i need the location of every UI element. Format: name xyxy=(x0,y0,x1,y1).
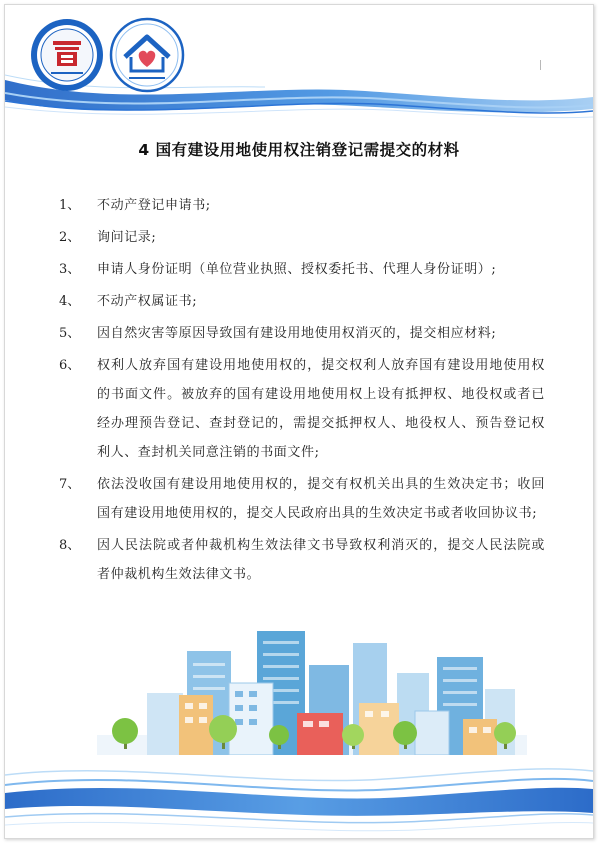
item-number: 4、 xyxy=(59,294,81,309)
item-number: 3、 xyxy=(59,262,81,277)
header-mark xyxy=(540,60,541,70)
materials-list xyxy=(5,191,593,592)
list-item xyxy=(5,351,593,467)
list-item xyxy=(5,191,593,220)
item-text: 不动产登记申请书; xyxy=(97,198,211,213)
list-item xyxy=(5,255,593,284)
list-item xyxy=(5,223,593,252)
page-title: 4 国有建设用地使用权注销登记需提交的材料 xyxy=(138,141,460,159)
item-text: 不动产权属证书; xyxy=(97,294,198,309)
item-number: 7、 xyxy=(59,477,81,492)
item-text: 因人民法院或者仲裁机构生效法律文书导致权利消灭的，提交人民法院或者仲裁机构生效法律文书。 xyxy=(97,538,545,582)
item-number: 1、 xyxy=(59,198,81,213)
item-text: 因自然灾害等原因导致国有建设用地使用权消灭的，提交相应材料; xyxy=(97,326,497,341)
item-text: 询问记录; xyxy=(97,230,157,245)
item-text: 依法没收国有建设用地使用权的，提交有权机关出具的生效决定书；收回国有建设用地使用权的，提交人民政府出具的生效决定书或者收回协议书; xyxy=(97,477,545,521)
jin-logo-icon xyxy=(29,17,105,93)
heart-home-logo-icon xyxy=(109,17,185,93)
list-item xyxy=(5,531,593,589)
item-text: 权利人放弃国有建设用地使用权的，提交权利人放弃国有建设用地使用权的书面文件。被放弃的国有建设用地使用权上设有抵押权、地役权或者已经办理预告登记、查封登记的，需提交抵押权人、地役权人、预告登记权利人、查封机关同意注销的书面文件; xyxy=(97,358,545,460)
list-item xyxy=(5,470,593,528)
city-skyline-illustration xyxy=(97,623,527,755)
list-item xyxy=(5,287,593,316)
item-number: 2、 xyxy=(59,230,81,245)
item-text: 申请人身份证明（单位营业执照、授权委托书、代理人身份证明）; xyxy=(97,262,497,277)
item-number: 6、 xyxy=(59,358,81,373)
footer-wave-decoration xyxy=(5,757,593,838)
document-page xyxy=(4,4,594,839)
item-number: 8、 xyxy=(59,538,81,553)
item-number: 5、 xyxy=(59,326,81,341)
list-item xyxy=(5,319,593,348)
